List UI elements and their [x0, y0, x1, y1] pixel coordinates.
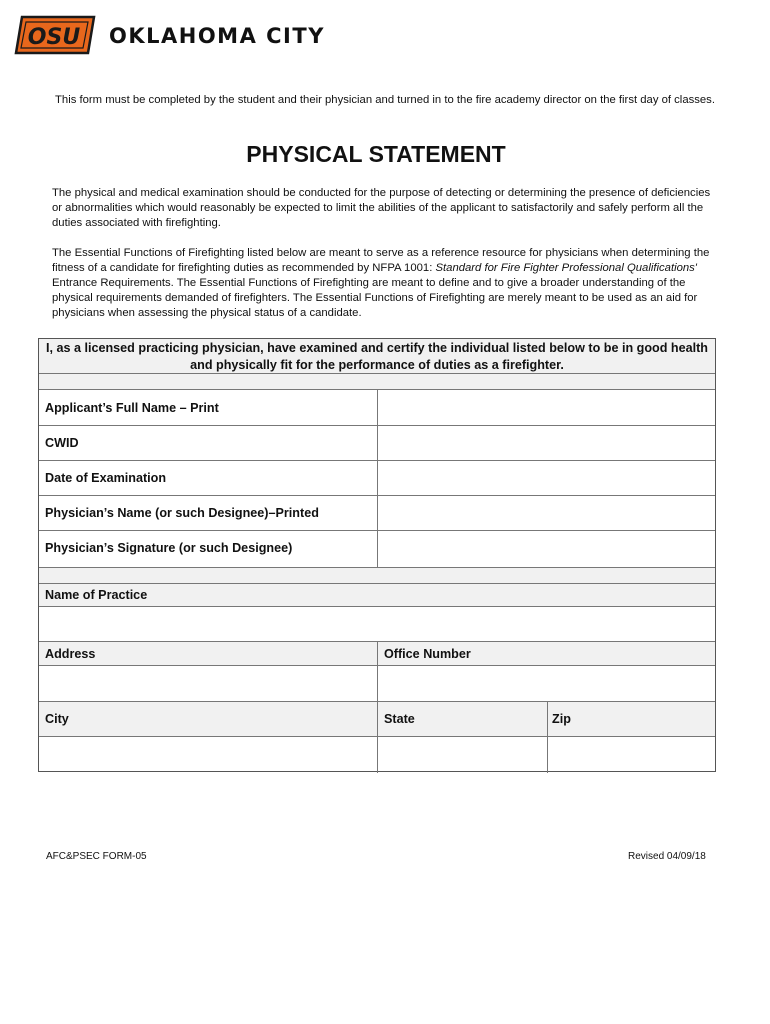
physician-signature-label: Physician’s Signature (or such Designee): [45, 541, 293, 555]
city-field[interactable]: [39, 737, 377, 772]
address-label: Address: [45, 647, 96, 661]
state-field[interactable]: [378, 737, 547, 772]
spacer-row: [39, 567, 715, 583]
exam-date-label: Date of Examination: [45, 471, 167, 485]
physical-statement-form: [38, 338, 716, 772]
osu-logo: [14, 12, 96, 58]
zip-label: Zip: [552, 712, 571, 726]
address-field[interactable]: [39, 666, 377, 701]
city-label: City: [45, 712, 69, 726]
exam-date-field[interactable]: [378, 461, 716, 495]
city-name: OKLAHOMA CITY: [109, 24, 325, 48]
cwid-field[interactable]: [378, 426, 716, 460]
practice-label: Name of Practice: [45, 588, 148, 602]
paragraph2-part1: The Essential Functions of Firefighting listed below are meant to serve as a reference resource for physicians when determining the fitness of a candidate for firefighting duties as recommended by NFPA 1001:: [52, 247, 710, 274]
revision-date: Revised 04/09/18: [628, 851, 706, 862]
office-number-label: Office Number: [384, 647, 471, 661]
applicant-name-label: Applicant’s Full Name – Print: [45, 401, 219, 415]
zip-field[interactable]: [548, 737, 716, 772]
certification-statement: I, as a licensed practicing physician, have examined and certify the individual listed below to be in good health and physically fit for the performance of duties as a firefighter.: [45, 341, 709, 372]
logo-text: OSU: [27, 25, 81, 50]
intro-text: This form must be completed by the student and their physician and turned in to the fire academy director on the first day of classes.: [55, 94, 715, 106]
office-number-field[interactable]: [378, 666, 716, 701]
physician-name-field[interactable]: [378, 496, 716, 530]
form-id: AFC&PSEC FORM-05: [46, 851, 147, 862]
paragraph-purpose: The physical and medical examination should be conducted for the purpose of detecting or determining the presence of deficiencies or abnormalities which would reasonably be expected to limit the abilities of the applicant to satisfactorily and safely perform all the duties associated with firefighting.: [52, 187, 711, 229]
paragraph-essential-functions: [52, 246, 720, 321]
physician-signature-field[interactable]: [378, 531, 716, 567]
practice-field[interactable]: [39, 607, 716, 641]
paragraph2-part2: Entrance Requirements. The Essential Functions of Firefighting are meant to define and to give a broader understanding of the physical requirements demanded of firefighters. The Essential Functions of Firefighting are merely meant to be used as an aid for physicians when assessing the physical status of a candidate.: [52, 277, 698, 319]
page-title: PHYSICAL STATEMENT: [246, 141, 506, 167]
state-label: State: [384, 712, 415, 726]
cwid-label: CWID: [45, 436, 79, 450]
paragraph2-italic: Standard for Fire Fighter Professional Qualifications': [435, 262, 697, 274]
physician-name-label: Physician’s Name (or such Designee)–Printed: [45, 506, 319, 520]
applicant-name-field[interactable]: [378, 390, 716, 425]
